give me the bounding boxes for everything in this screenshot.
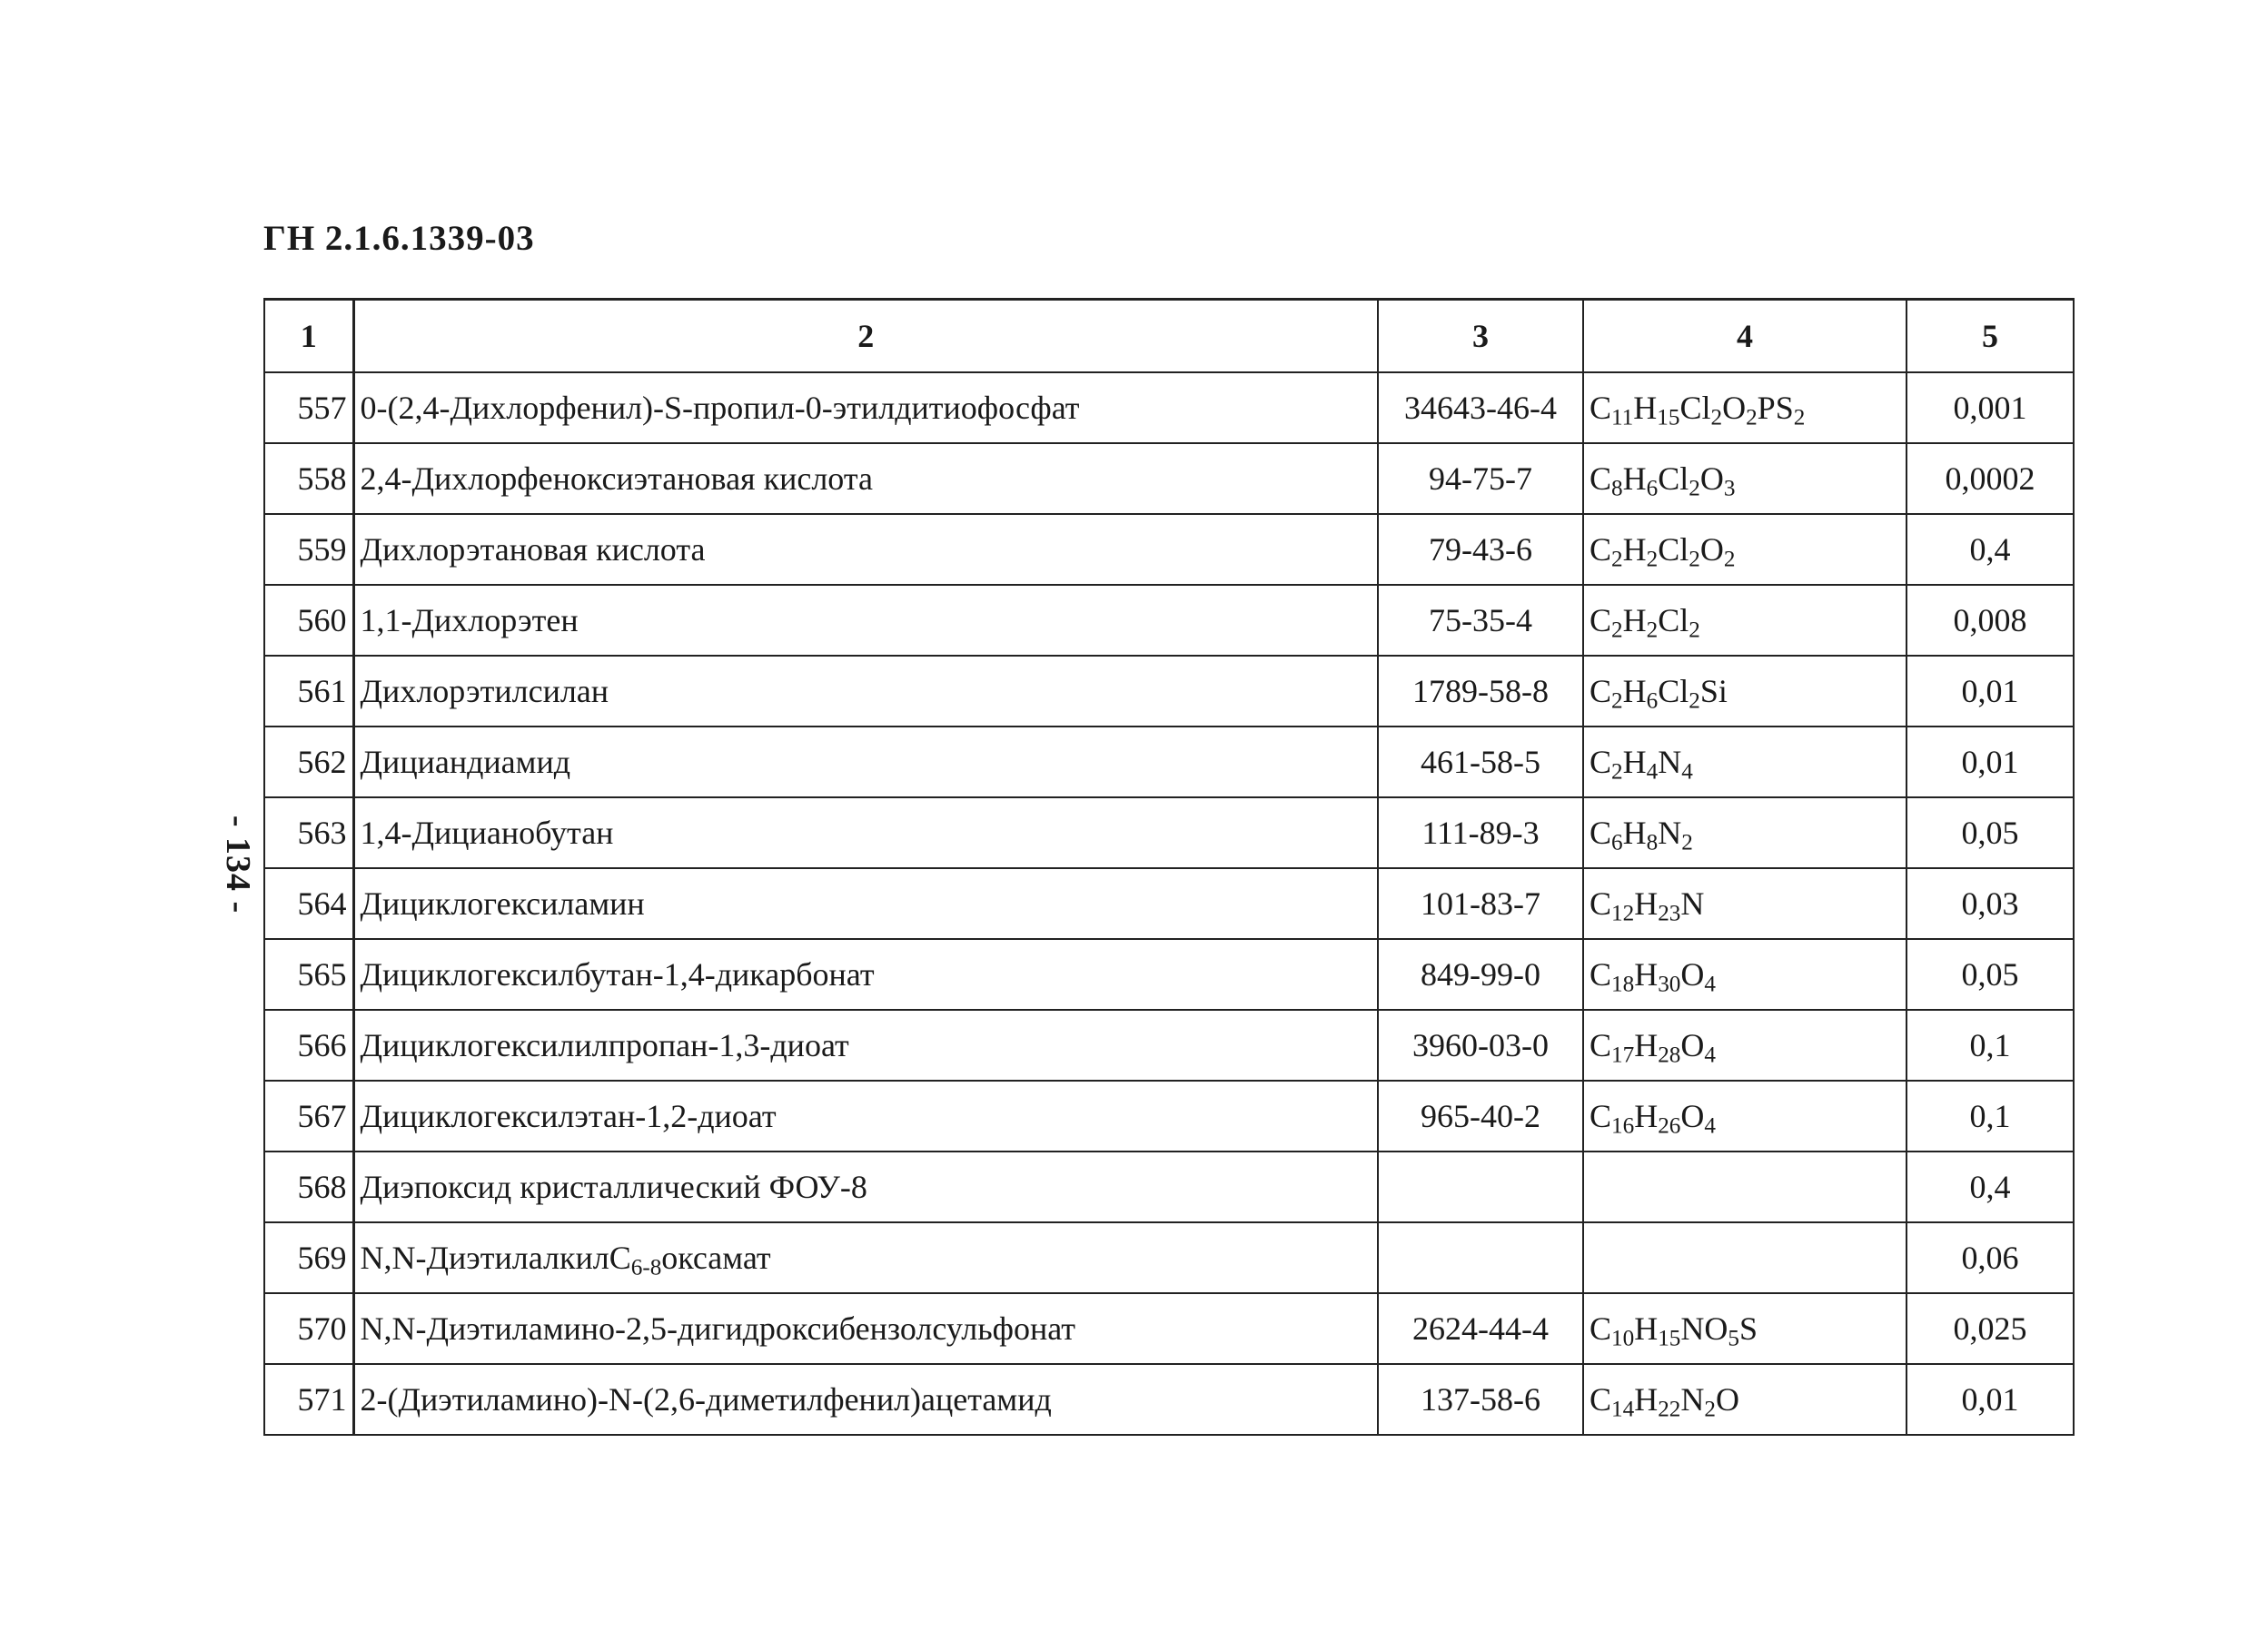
cas-number: 3960-03-0 (1378, 1010, 1583, 1081)
concentration-value: 0,06 (1907, 1222, 2074, 1293)
concentration-value: 0,05 (1907, 797, 2074, 868)
cas-number: 1789-58-8 (1378, 656, 1583, 727)
chemical-formula: $C_{17}H_{28}O_4$ (1583, 1010, 1907, 1081)
row-number: 566 (264, 1010, 353, 1081)
row-number: 565 (264, 939, 353, 1010)
table-row (264, 1364, 2074, 1435)
table-row (264, 514, 2074, 585)
document-code: ГН 2.1.6.1339-03 (263, 219, 535, 258)
column-header: 3 (1378, 300, 1583, 373)
chemical-formula (1583, 1222, 1907, 1293)
substance-name: Дихлорэтилсилан (353, 656, 1378, 727)
concentration-value: 0,4 (1907, 1152, 2074, 1222)
cas-number: 34643-46-4 (1378, 372, 1583, 443)
substance-name: N,N-Диэтиламино-2,5-дигидроксибензолсульфонат (353, 1293, 1378, 1364)
cas-number (1378, 1152, 1583, 1222)
row-number: 562 (264, 727, 353, 797)
concentration-value: 0,1 (1907, 1081, 2074, 1152)
column-header: 4 (1583, 300, 1907, 373)
cas-number: 461-58-5 (1378, 727, 1583, 797)
column-header: 5 (1907, 300, 2074, 373)
substance-name: Дихлорэтановая кислота (353, 514, 1378, 585)
chemical-formula: $C_2H_2Cl_2O_2$ (1583, 514, 1907, 585)
substance-name: Дициклогексилилпропан-1,3-диоат (353, 1010, 1378, 1081)
chemical-formula: $C_2H_2Cl_2$ (1583, 585, 1907, 656)
cas-number: 79-43-6 (1378, 514, 1583, 585)
row-number: 559 (264, 514, 353, 585)
table-row (264, 1010, 2074, 1081)
chemical-formula: $C_{16}H_{26}O_4$ (1583, 1081, 1907, 1152)
chemical-formula: $C_{11}H_{15}Cl_2O_2PS_2$ (1583, 372, 1907, 443)
row-number: 568 (264, 1152, 353, 1222)
chemical-formula: $C_8H_6Cl_2O_3$ (1583, 443, 1907, 514)
table-row (264, 868, 2074, 939)
concentration-value: 0,001 (1907, 372, 2074, 443)
table-row (264, 1293, 2074, 1364)
substance-name: 1,4-Дицианобутан (353, 797, 1378, 868)
concentration-value: 0,05 (1907, 939, 2074, 1010)
substance-name: Дициклогексиламин (353, 868, 1378, 939)
substance-name: Дициклогексилэтан-1,2-диоат (353, 1081, 1378, 1152)
cas-number: 101-83-7 (1378, 868, 1583, 939)
substance-name: Дициклогексилбутан-1,4-дикарбонат (353, 939, 1378, 1010)
table-row (264, 1152, 2074, 1222)
table-row (264, 372, 2074, 443)
substance-name: 2,4-Дихлорфеноксиэтановая кислота (353, 443, 1378, 514)
concentration-value: 0,0002 (1907, 443, 2074, 514)
cas-number: 2624-44-4 (1378, 1293, 1583, 1364)
table-row (264, 727, 2074, 797)
concentration-value: 0,4 (1907, 514, 2074, 585)
table-row (264, 656, 2074, 727)
cas-number: 111-89-3 (1378, 797, 1583, 868)
cas-number: 965-40-2 (1378, 1081, 1583, 1152)
chemical-formula (1583, 1152, 1907, 1222)
cas-number (1378, 1222, 1583, 1293)
concentration-value: 0,01 (1907, 656, 2074, 727)
table-row (264, 1081, 2074, 1152)
row-number: 557 (264, 372, 353, 443)
chemical-formula: $C_2H_4N_4$ (1583, 727, 1907, 797)
table-row (264, 585, 2074, 656)
row-number: 570 (264, 1293, 353, 1364)
concentration-value: 0,01 (1907, 1364, 2074, 1435)
chemical-formula: $C_{12}H_{23}N$ (1583, 868, 1907, 939)
concentration-value: 0,03 (1907, 868, 2074, 939)
row-number: 571 (264, 1364, 353, 1435)
table-row (264, 939, 2074, 1010)
chemical-formula: $C_6H_8N_2$ (1583, 797, 1907, 868)
cas-number: 137-58-6 (1378, 1364, 1583, 1435)
row-number: 564 (264, 868, 353, 939)
table-body (264, 372, 2074, 1435)
concentration-value: 0,1 (1907, 1010, 2074, 1081)
concentration-value: 0,025 (1907, 1293, 2074, 1364)
table-row (264, 443, 2074, 514)
row-number: 567 (264, 1081, 353, 1152)
concentration-value: 0,008 (1907, 585, 2074, 656)
chemical-formula: $C_{10}H_{15}NO_5S$ (1583, 1293, 1907, 1364)
chemical-formula: $C_{18}H_{30}O_4$ (1583, 939, 1907, 1010)
chemical-formula: $C_{14}H_{22}N_2O$ (1583, 1364, 1907, 1435)
page-number: - 134 - (219, 815, 258, 914)
table-row (264, 797, 2074, 868)
cas-number: 75-35-4 (1378, 585, 1583, 656)
substance-name: 1,1-Дихлорэтен (353, 585, 1378, 656)
row-number: 561 (264, 656, 353, 727)
substance-name: 2-(Диэтиламино)-N-(2,6-диметилфенил)ацетамид (353, 1364, 1378, 1435)
chemical-formula: $C_2H_6Cl_2Si$ (1583, 656, 1907, 727)
substance-table (263, 298, 2075, 1436)
substance-name: N,N-ДиэтилалкилC$_{6-8}$оксамат (353, 1222, 1378, 1293)
row-number: 569 (264, 1222, 353, 1293)
substance-name: Диэпоксид кристаллический ФОУ-8 (353, 1152, 1378, 1222)
substance-name: Дициандиамид (353, 727, 1378, 797)
cas-number: 94-75-7 (1378, 443, 1583, 514)
substance-name: 0-(2,4-Дихлорфенил)-S-пропил-0-этилдитиофосфат (353, 372, 1378, 443)
cas-number: 849-99-0 (1378, 939, 1583, 1010)
table-header-row (264, 300, 2074, 373)
row-number: 558 (264, 443, 353, 514)
row-number: 560 (264, 585, 353, 656)
column-header: 1 (264, 300, 353, 373)
concentration-value: 0,01 (1907, 727, 2074, 797)
column-header: 2 (353, 300, 1378, 373)
table-row (264, 1222, 2074, 1293)
row-number: 563 (264, 797, 353, 868)
